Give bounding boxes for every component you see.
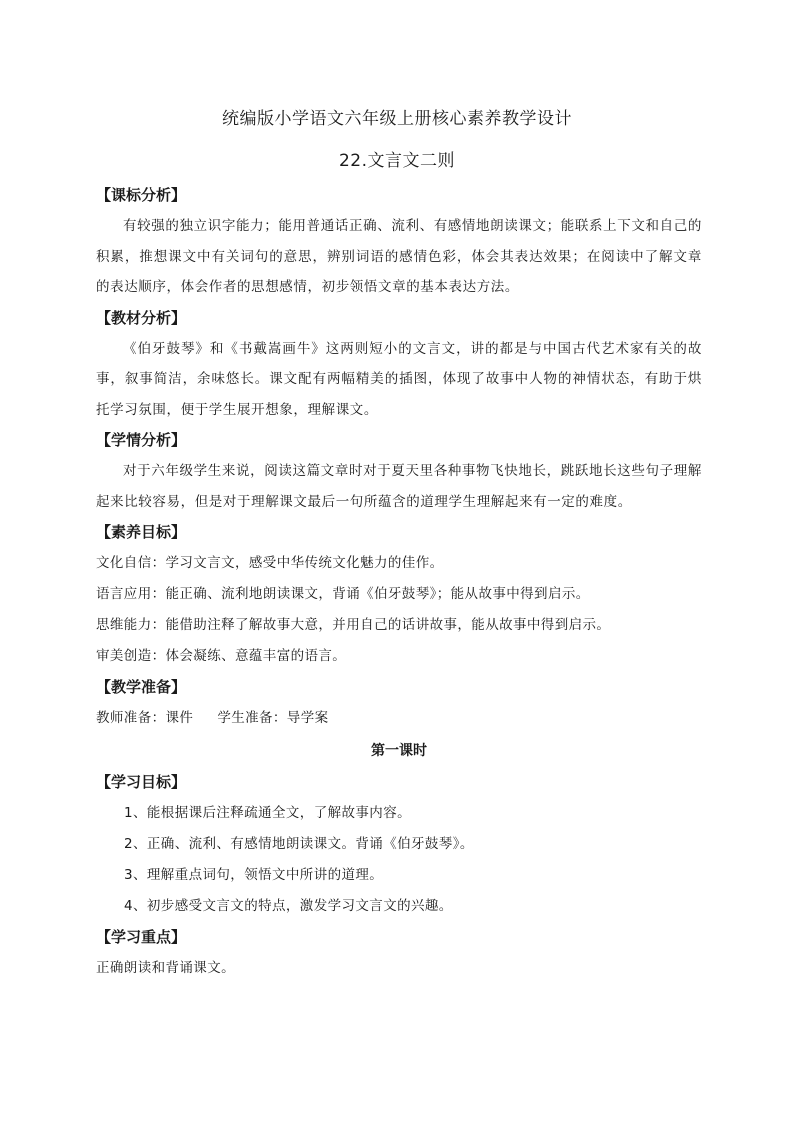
lesson1-title: 第一课时: [371, 743, 427, 759]
standard-text: 有较强的独立识字能力；能用普通话正确、流利、有感情地朗读课文；能联系上下文和自己的积累，推想课文中有关词句的意思，辨别词语的感情色彩，体会其表达效果；在阅读中了解文章的表达顺序，体会作者的思想感情，初步领悟文章的基本表达方法。: [96, 218, 702, 295]
prep-line: [96, 703, 702, 734]
focus-heading: 【学习重点】: [96, 928, 187, 946]
objectives-heading: 【学习目标】: [96, 773, 187, 791]
learner-heading: 【学情分析】: [96, 431, 187, 449]
textbook-text: 《伯牙鼓琴》和《书戴嵩画牛》这两则短小的文言文，讲的都是与中国古代艺术家有关的故事，叙事简洁，余味悠长。课文配有两幅精美的插图，体现了故事中人物的神情状态，有助于烘托学习氛围，便于学生展开想象，理解课文。: [96, 340, 702, 418]
document-body: [96, 180, 702, 984]
goal-item: 语言应用：能正确、流利地朗读课文，背诵《伯牙鼓琴》；能从故事中得到启示。: [96, 586, 590, 602]
lesson-subtitle: 22.文言文二则: [338, 151, 456, 171]
document-title: 统编版小学语文六年级上册核心素养教学设计: [222, 109, 572, 129]
student-prep: 学生准备：导学案: [217, 710, 329, 726]
goal-item: 思维能力：能借助注释了解故事大意，并用自己的话讲故事，能从故事中得到启示。: [96, 617, 611, 633]
learner-text: 对于六年级学生来说，阅读这篇文章时对于夏天里各种事物飞快地长，跳跃地长这些句子理解起来比较容易，但是对于理解课文最后一句所蕴含的道理学生理解起来有一定的难度。: [96, 463, 702, 510]
goals-heading: 【素养目标】: [96, 523, 187, 541]
goal-item: 文化自信：学习文言文，感受中华传统文化魅力的佳作。: [96, 555, 444, 571]
textbook-heading: 【教材分析】: [96, 308, 187, 327]
objective-item: 1、能根据课后注释疏通全文，了解故事内容。: [124, 805, 411, 821]
objective-item: 2、正确、流利、有感情地朗读课文。背诵《伯牙鼓琴》。: [124, 836, 474, 852]
teacher-prep: 教师准备：课件: [96, 710, 194, 726]
focus-text: 正确朗读和背诵课文。: [96, 960, 235, 976]
prep-heading: 【教学准备】: [96, 678, 187, 696]
objective-item: 4、初步感受文言文的特点，激发学习文言文的兴趣。: [124, 898, 453, 914]
objective-item: 3、理解重点词句，领悟文中所讲的道理。: [124, 867, 384, 883]
standard-heading: 【课标分析】: [96, 186, 187, 204]
goal-item: 审美创造：体会凝练、意蕴丰富的语言。: [96, 648, 347, 664]
